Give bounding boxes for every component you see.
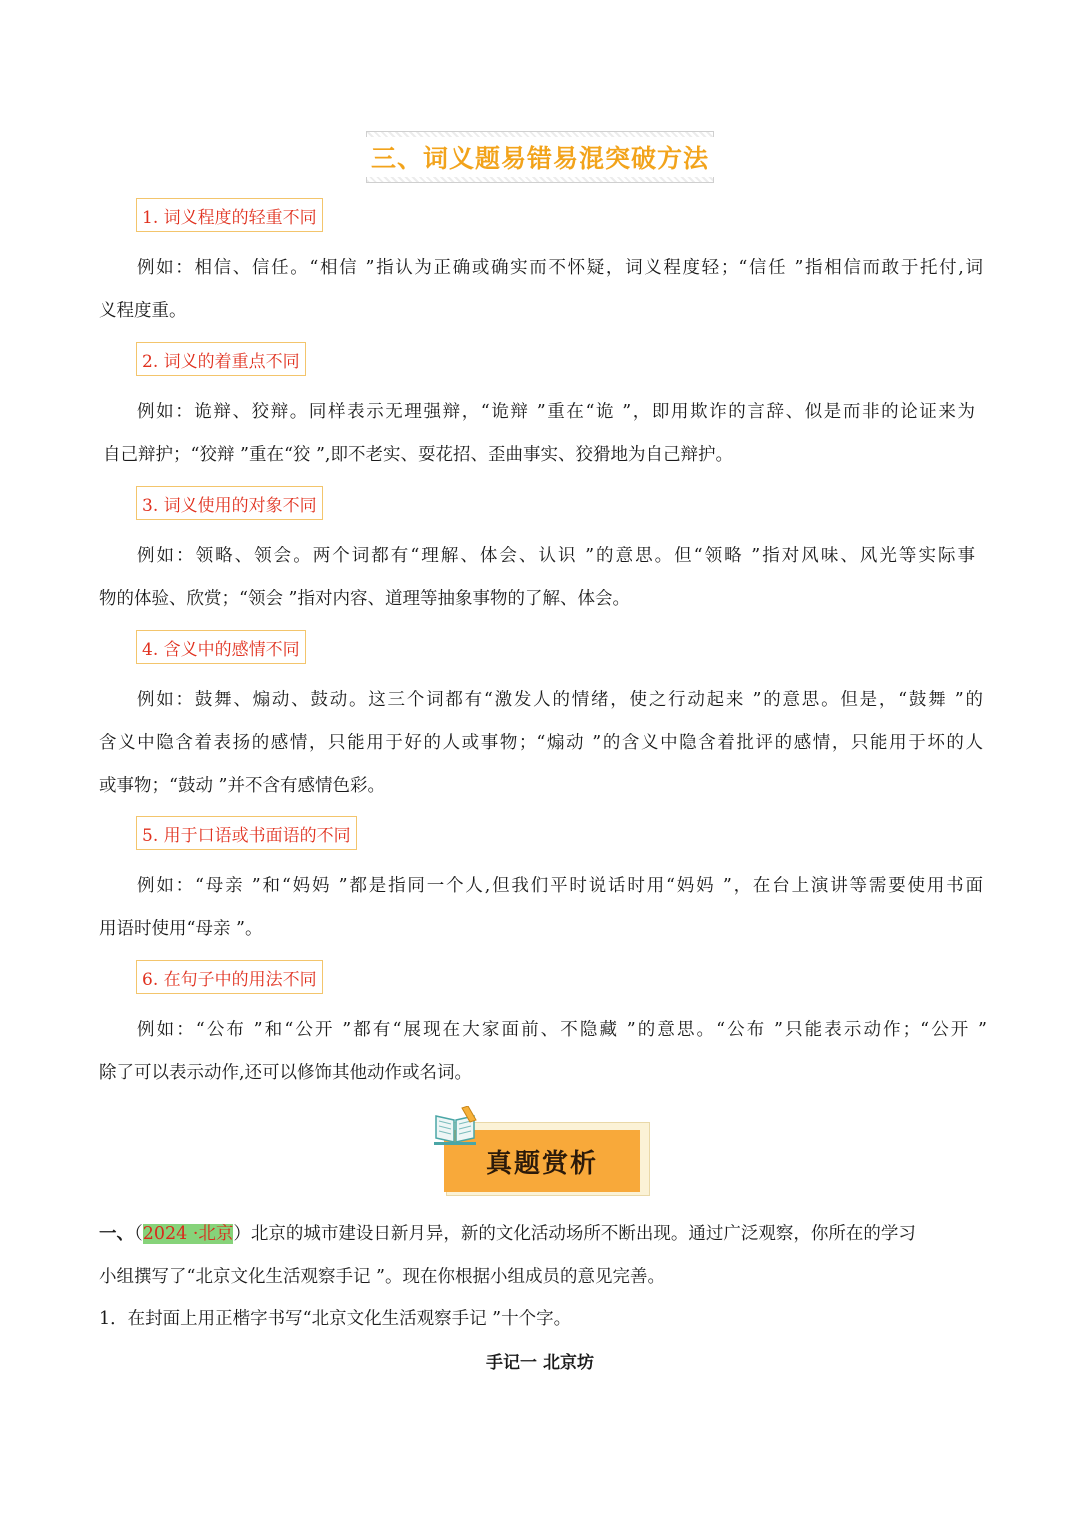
subsection-heading-4: 4. 含义中的感情不同 <box>136 630 306 664</box>
subsection-heading-6: 6. 在句子中的用法不同 <box>136 960 323 994</box>
paragraph-line: 例如：“公布 ”和“公开 ”都有“展现在大家面前、不隐藏 ”的意思。“公布 ”只能表示动作；“公开 ” <box>137 1020 987 1040</box>
paragraph-line: 自己辩护；“狡辩 ”重在“狡 ”,即不老实、耍花招、歪曲事实、狡猾地为自己辩护。 <box>103 445 733 465</box>
subsection-heading-2: 2. 词义的着重点不同 <box>136 342 306 376</box>
subsection-heading-1: 1. 词义程度的轻重不同 <box>136 198 323 232</box>
paragraph-line: 含义中隐含着表扬的感情，只能用于好的人或事物；“煽动 ”的含义中隐含着批评的感情，只能用于坏的人 <box>99 733 983 753</box>
paragraph-line: 例如：鼓舞、煽动、鼓动。这三个词都有“激发人的情绪，使之行动起来 ”的意思。但是，“鼓舞 ”的 <box>137 690 983 710</box>
source-open: （ <box>134 1224 143 1244</box>
source-close: ） <box>233 1224 251 1244</box>
banner-label: 真题赏析 <box>485 1148 598 1179</box>
question-line-2: 小组撰写了“北京文化生活观察手记 ”。现在你根据小组成员的意见完善。 <box>99 1267 665 1287</box>
paragraph-line: 例如：相信、信任。“相信 ”指认为正确或确实而不怀疑，词义程度轻；“信任 ”指相信而敢于托付,词 <box>137 258 983 278</box>
notes-heading: 手记一 北京坊 <box>486 1353 594 1373</box>
paragraph-line: 例如：诡辩、狡辩。同样表示无理强辩，“诡辩 ”重在“诡 ”，即用欺诈的言辞、似是而非的论证来为 <box>137 402 975 422</box>
paragraph-line: 例如：“母亲 ”和“妈妈 ”都是指同一个人,但我们平时说话时用“妈妈 ”，在台上演讲等需要使用书面 <box>137 876 983 896</box>
paragraph-line: 例如：领略、领会。两个词都有“理解、体会、认识 ”的意思。但“领略 ”指对风味、风光等实际事 <box>137 546 975 566</box>
subsection-heading-3: 3. 词义使用的对象不同 <box>136 486 323 520</box>
exam-analysis-banner <box>430 1106 652 1196</box>
question-line-1 <box>99 1222 916 1246</box>
section-title-inner <box>365 137 715 177</box>
book-icon <box>432 1106 478 1146</box>
paragraph-line: 物的体验、欣赏；“领会 ”指对内容、道理等抽象事物的了解、体会。 <box>99 589 630 609</box>
question-item-1: 1．在封面上用正楷字书写“北京文化生活观察手记 ”十个字。 <box>99 1309 572 1329</box>
section-title: 三、词义题易错易混突破方法 <box>371 144 710 173</box>
question-text: 北京的城市建设日新月异，新的文化活动场所不断出现。通过广泛观察，你所在的学习 <box>250 1224 916 1244</box>
section-title-banner <box>366 131 714 183</box>
question-source-tag: 2024 ·北京 <box>142 1224 234 1244</box>
subsection-heading-5: 5. 用于口语或书面语的不同 <box>136 816 357 850</box>
question-number: 一、 <box>99 1224 134 1244</box>
paragraph-line: 除了可以表示动作,还可以修饰其他动作或名词。 <box>99 1063 473 1083</box>
paragraph-line: 义程度重。 <box>99 301 187 321</box>
paragraph-line: 或事物；“鼓动 ”并不含有感情色彩。 <box>99 776 385 796</box>
paragraph-line: 用语时使用“母亲 ”。 <box>99 919 263 939</box>
